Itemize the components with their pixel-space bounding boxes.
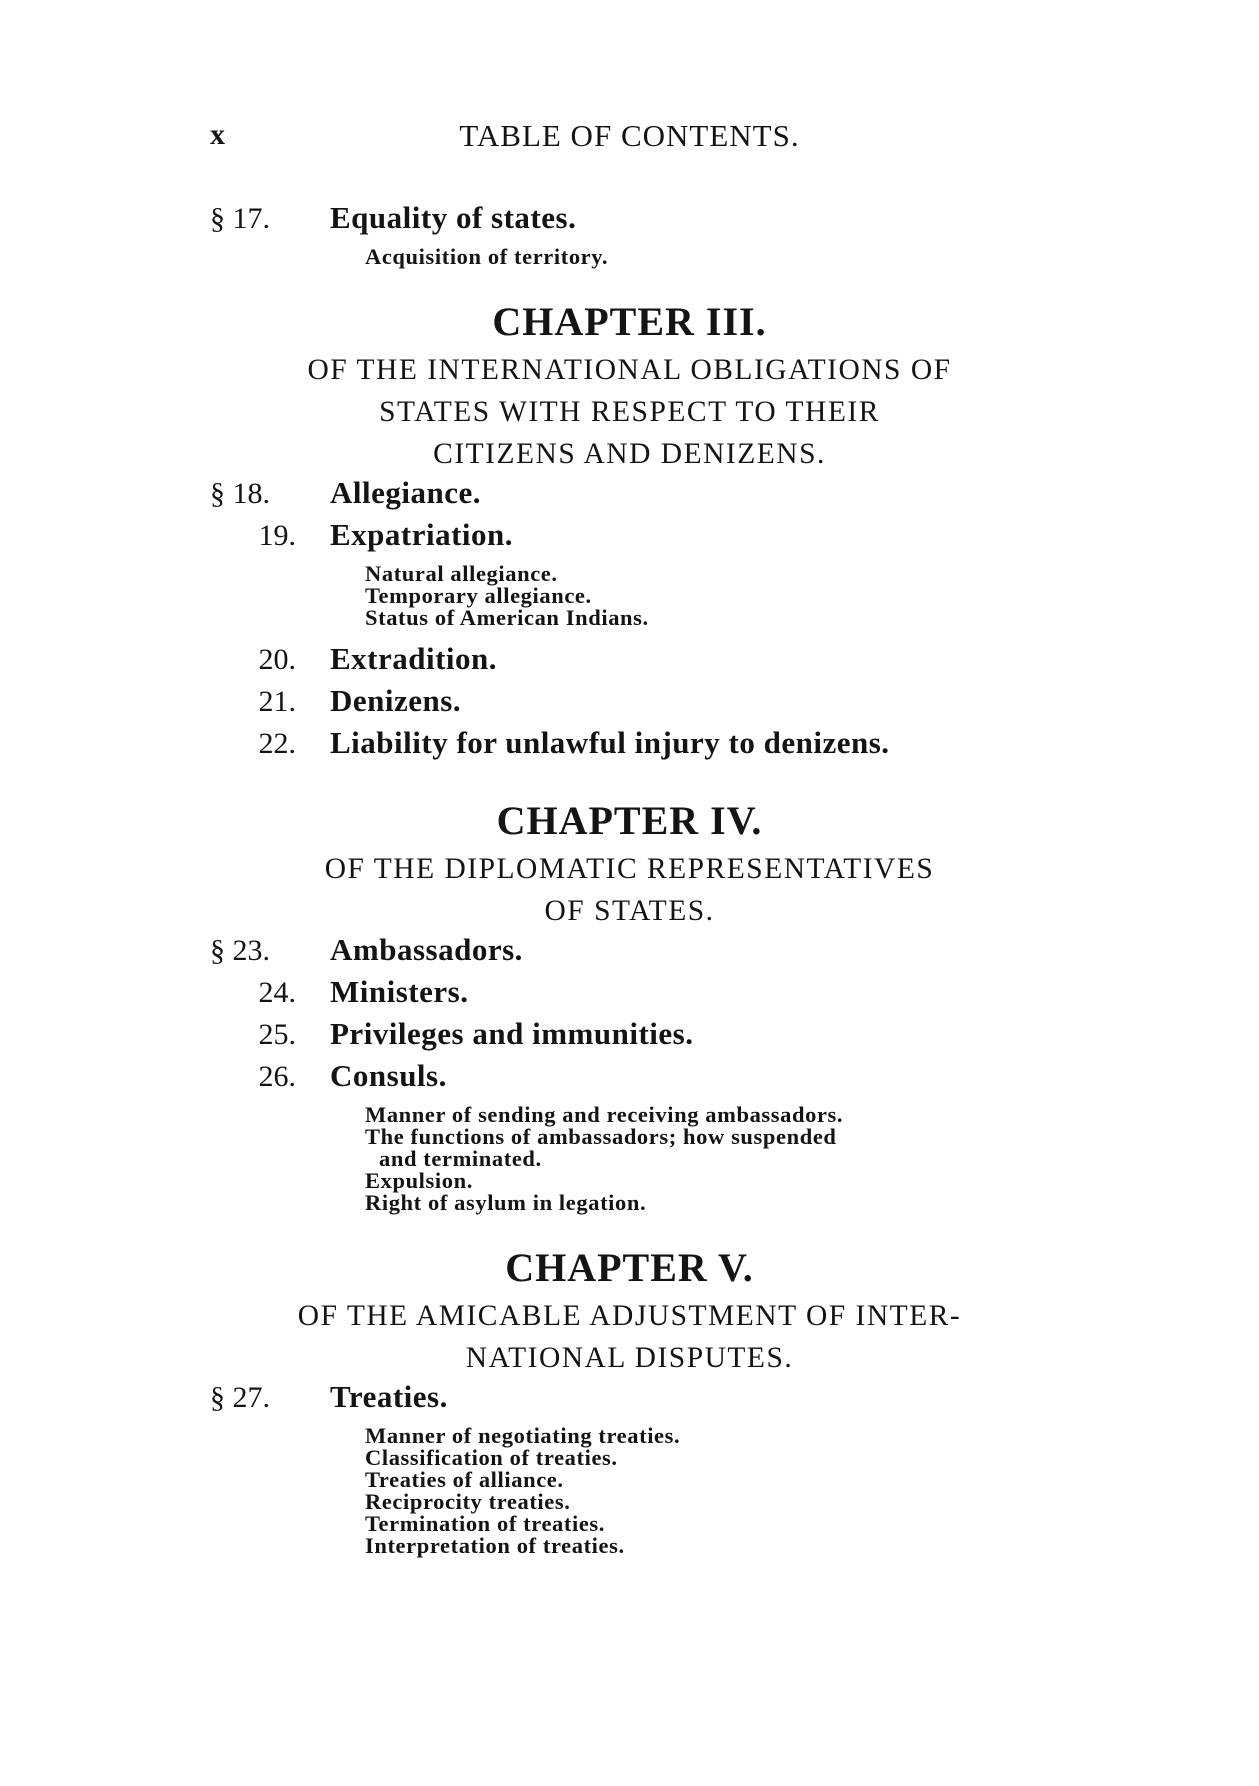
toc-entry-17: [0, 200, 1259, 242]
subtopic: Natural allegiance.: [365, 561, 558, 586]
section-label: 25.: [258, 1018, 296, 1051]
toc-entry-27: [0, 1379, 1259, 1421]
section-label: 26.: [258, 1060, 296, 1093]
chapter-subtitle-line: OF THE INTERNATIONAL OBLIGATIONS OF: [307, 354, 952, 386]
section-title: Liability for unlawful injury to denizens.: [330, 725, 890, 760]
subtopic: Interpretation of treaties.: [365, 1533, 625, 1558]
chapter-subtitle: [210, 349, 1049, 475]
toc-entry-23: [0, 932, 1259, 974]
section-title: Equality of states.: [330, 200, 577, 235]
subtopic-list: [365, 246, 1259, 268]
subtopic: Status of American Indians.: [365, 605, 649, 630]
section-title: Consuls.: [330, 1058, 447, 1093]
chapter-subtitle-line: STATES WITH RESPECT TO THEIR: [379, 396, 880, 428]
subtopic-list: [365, 563, 1259, 629]
section-title: Expatriation.: [330, 517, 514, 552]
chapter-subtitle-line: OF STATES.: [544, 895, 715, 927]
subtopic: Temporary allegiance.: [365, 583, 592, 608]
chapter-subtitle-line: OF THE DIPLOMATIC REPRESENTATIVES: [324, 853, 935, 885]
chapter-subtitle-line: CITIZENS AND DENIZENS.: [433, 438, 826, 470]
section-label: § 17.: [210, 202, 270, 235]
section-label: 21.: [258, 685, 296, 718]
subtopic: Manner of sending and receiving ambassadors.: [365, 1102, 844, 1127]
section-title: Allegiance.: [330, 475, 481, 510]
section-label: 19.: [258, 519, 296, 552]
subtopic: Manner of negotiating treaties.: [365, 1423, 681, 1448]
section-title: Privileges and immunities.: [330, 1016, 694, 1051]
chapter-subtitle: [210, 1295, 1049, 1379]
section-title: Ambassadors.: [330, 932, 523, 967]
section-label: § 27.: [210, 1381, 270, 1414]
subtopic: Classification of treaties.: [365, 1445, 618, 1470]
chapter-subtitle-line: NATIONAL DISPUTES.: [465, 1342, 794, 1374]
toc-entry-19: [0, 517, 1259, 559]
toc-entry-18: [0, 475, 1259, 517]
section-label: 22.: [258, 727, 296, 760]
subtopic: Termination of treaties.: [365, 1511, 605, 1536]
section-title: Denizens.: [330, 683, 462, 718]
subtopic: and terminated.: [379, 1146, 542, 1171]
subtopic: The functions of ambassadors; how suspended: [365, 1124, 837, 1149]
subtopic-list: [365, 1104, 1259, 1214]
section-label: 24.: [258, 976, 296, 1009]
toc-content: [0, 200, 1259, 1569]
page-number: x: [210, 118, 225, 151]
section-label: 20.: [258, 643, 296, 676]
toc-entry-22: [0, 725, 1259, 767]
toc-entry-25: [0, 1016, 1259, 1058]
subtopic: Treaties of alliance.: [365, 1467, 564, 1492]
chapter-heading: CHAPTER V.: [505, 1245, 754, 1290]
toc-entry-21: [0, 683, 1259, 725]
section-title: Extradition.: [330, 641, 498, 676]
subtopic: Acquisition of territory.: [365, 244, 609, 269]
chapter-subtitle: [210, 848, 1049, 932]
section-label: § 18.: [210, 477, 270, 510]
toc-entry-26: [0, 1058, 1259, 1100]
section-title: Treaties.: [330, 1379, 448, 1414]
toc-entry-24: [0, 974, 1259, 1016]
chapter-heading: CHAPTER III.: [492, 299, 767, 344]
section-title: Ministers.: [330, 974, 469, 1009]
subtopic: Expulsion.: [365, 1168, 473, 1193]
subtopic: Right of asylum in legation.: [365, 1190, 647, 1215]
subtopic: Reciprocity treaties.: [365, 1489, 571, 1514]
chapter-heading: CHAPTER IV.: [496, 798, 763, 843]
toc-entry-20: [0, 641, 1259, 683]
section-label: § 23.: [210, 934, 270, 967]
chapter-subtitle-line: OF THE AMICABLE ADJUSTMENT OF INTER-: [297, 1300, 962, 1332]
subtopic-list: [365, 1425, 1259, 1557]
running-head: TABLE OF CONTENTS.: [459, 118, 800, 153]
